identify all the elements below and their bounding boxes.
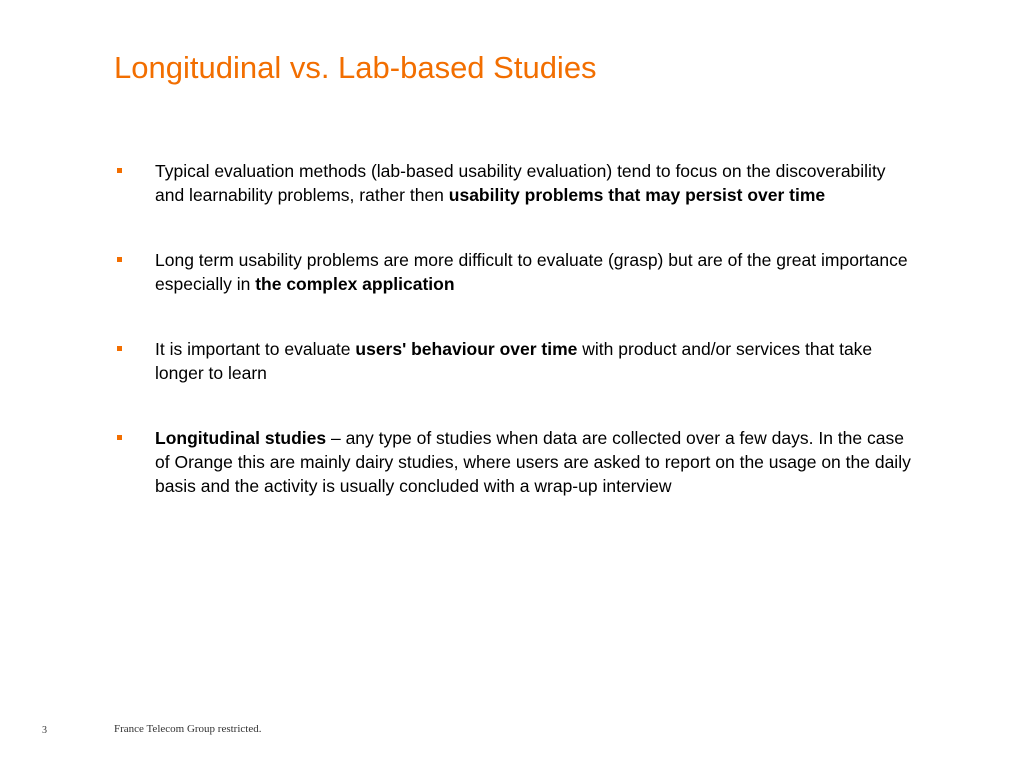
bullet-text-emphasis: users' behaviour over time xyxy=(355,339,578,359)
bullet-item xyxy=(114,337,914,385)
square-bullet-icon xyxy=(117,435,122,440)
bullet-text-emphasis: Longitudinal studies xyxy=(155,428,327,448)
bullet-text-part: Typical evaluation methods (lab-based usability evaluation) tend to focus on the discoverability and learnability problems, rather then xyxy=(155,161,886,205)
bullet-text-emphasis: usability problems that may persist over time xyxy=(448,185,826,205)
bullet-item xyxy=(114,159,914,207)
bullet-item xyxy=(114,426,914,498)
bullet-text xyxy=(155,250,908,294)
bullet-text xyxy=(155,339,872,383)
square-bullet-icon xyxy=(117,257,122,262)
bullet-text-part: – any type of studies when data are collected over a few days. In the case of Orange this are mainly dairy studies, where users are asked to report on the usage on the daily basis and the activity is usually concluded with a wrap-up interview xyxy=(155,428,911,496)
footer-text: France Telecom Group restricted. xyxy=(114,723,262,735)
square-bullet-icon xyxy=(117,346,122,351)
bullet-text-emphasis: the complex application xyxy=(255,274,455,294)
bullet-text xyxy=(155,428,911,496)
slide-title: Longitudinal vs. Lab-based Studies xyxy=(114,50,597,85)
bullet-text-part: It is important to evaluate xyxy=(155,339,356,359)
bullet-text xyxy=(155,161,886,205)
page-number: 3 xyxy=(42,725,47,736)
square-bullet-icon xyxy=(117,168,122,173)
bullet-item xyxy=(114,248,914,296)
bullet-text-part: with product and/or services that take longer to learn xyxy=(155,339,873,383)
bullet-text-part: Long term usability problems are more difficult to evaluate (grasp) but are of the great importance especially in xyxy=(155,250,908,294)
bullet-list xyxy=(114,159,914,539)
